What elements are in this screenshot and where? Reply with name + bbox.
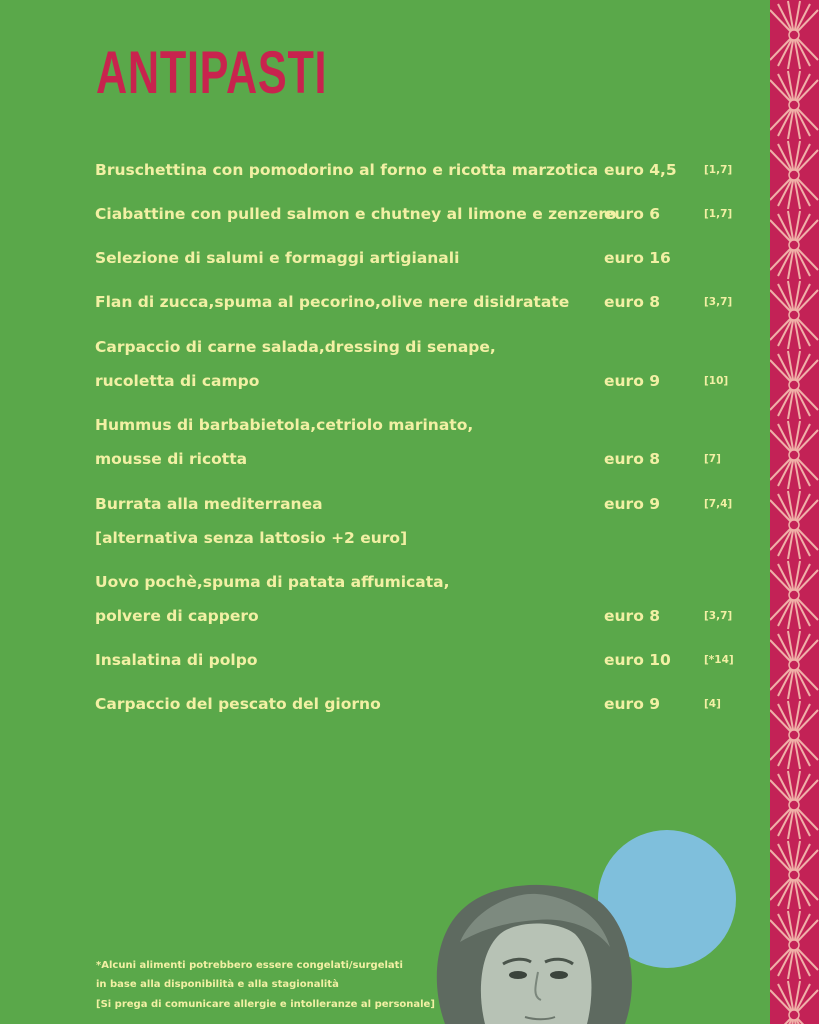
menu-item-continuation [0, 372, 770, 394]
decorative-pattern-strip [770, 0, 819, 1024]
menu-item-price: euro 8 [604, 450, 661, 468]
menu-item-allergens: [7,4] [704, 498, 733, 510]
menu-item-allergens: [7] [704, 453, 721, 465]
menu-item-name: Burrata alla mediterranea [95, 495, 323, 513]
menu-item-name: Uovo pochè,spuma di patata affumicata, [95, 573, 450, 591]
menu-item [0, 651, 770, 673]
menu-item [0, 293, 770, 315]
section-title: ANTIPASTI [96, 39, 328, 106]
menu-item-allergens: [1,7] [704, 164, 733, 176]
menu-item [0, 338, 770, 360]
menu-item-price: euro 16 [604, 249, 671, 267]
fan-pattern-icon [770, 0, 819, 1024]
menu-item-price: euro 6 [604, 205, 661, 223]
menu-item-allergens: [3,7] [704, 296, 733, 308]
menu-item-continuation [0, 450, 770, 472]
menu-item-name: Ciabattine con pulled salmon e chutney al limone e zenzero [95, 205, 617, 223]
menu-item [0, 249, 770, 271]
menu-item [0, 416, 770, 438]
menu-item-name: Selezione di salumi e formaggi artigianali [95, 249, 460, 267]
menu-item [0, 695, 770, 717]
menu-item [0, 495, 770, 517]
menu-item-continuation [0, 529, 770, 551]
menu-item-name-line2: rucoletta di campo [95, 372, 260, 390]
freezing-note-line1: *Alcuni alimenti potrebbero essere congelati/surgelati [96, 960, 403, 971]
menu-item-name-line2: [alternativa senza lattosio +2 euro] [95, 529, 408, 547]
menu-item-name: Carpaccio di carne salada,dressing di senape, [95, 338, 496, 356]
menu-item-price: euro 10 [604, 651, 671, 669]
menu-item-name: Flan di zucca,spuma al pecorino,olive nere disidratate [95, 293, 570, 311]
menu-item-name: Bruschettina con pomodorino al forno e ricotta marzotica [95, 161, 599, 179]
menu-item-name: Carpaccio del pescato del giorno [95, 695, 381, 713]
menu-item-price: euro 9 [604, 695, 661, 713]
menu-item-name: Hummus di barbabietola,cetriolo marinato, [95, 416, 474, 434]
freezing-note-line2: in base alla disponibilità e alla stagionalità [96, 979, 339, 990]
menu-item-price: euro 8 [604, 607, 661, 625]
menu-item [0, 205, 770, 227]
allergy-note: [Si prega di comunicare allergie e intolleranze al personale] [96, 999, 435, 1010]
menu-item-allergens: [1,7] [704, 208, 733, 220]
menu-item-name-line2: mousse di ricotta [95, 450, 248, 468]
menu-item-allergens: [4] [704, 698, 721, 710]
menu-item-allergens: [3,7] [704, 610, 733, 622]
menu-item-price: euro 8 [604, 293, 661, 311]
menu-item-continuation [0, 607, 770, 629]
menu-item-price: euro 9 [604, 495, 661, 513]
menu-item-price: euro 4,5 [604, 161, 677, 179]
menu-item [0, 161, 770, 183]
menu-item-allergens: [*14] [704, 654, 734, 666]
portrait-illustration [425, 872, 645, 1024]
menu-item-name-line2: polvere di cappero [95, 607, 259, 625]
menu-item-name: Insalatina di polpo [95, 651, 258, 669]
menu-item-allergens: [10] [704, 375, 729, 387]
menu-item-price: euro 9 [604, 372, 661, 390]
menu-item [0, 573, 770, 595]
